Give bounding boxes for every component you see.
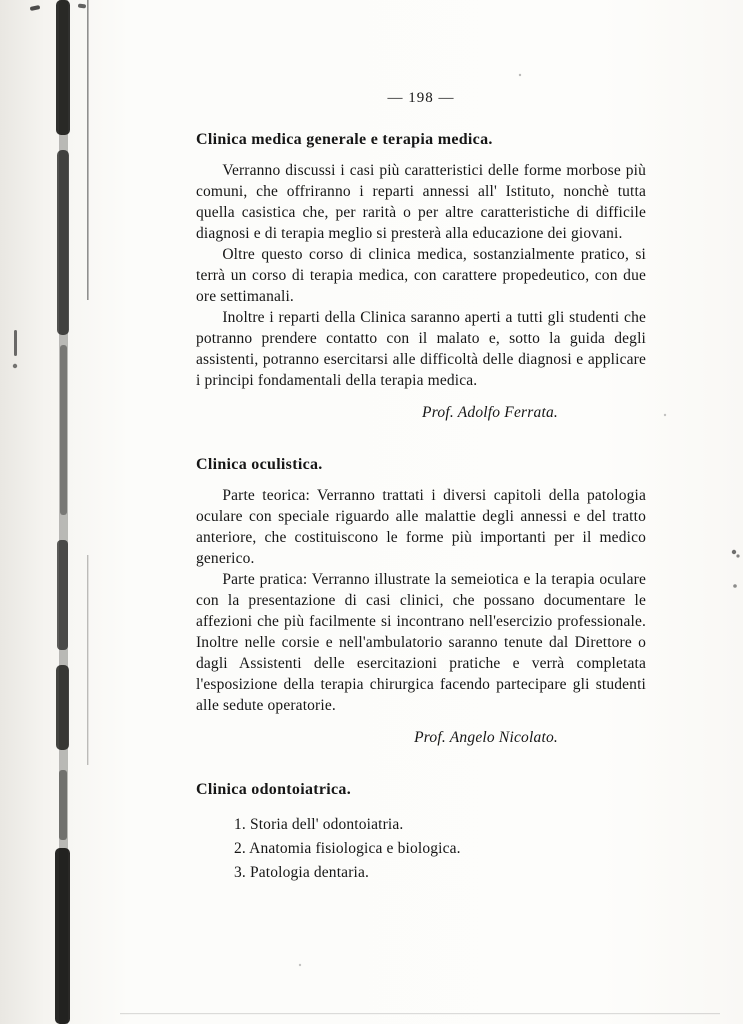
- paragraph: Parte pratica: Verranno illustrate la semeiotica e la terapia oculare con la presentazione di casi clinici, che possano documentare le affezioni che più facilmente si incontrano nell'esercizio professionale. Inoltre nelle corsie e nell'ambulatorio saranno tenute dal Direttore o dagli Assistenti delle esercitazioni pratiche e verrà completata l'esposizione della terapia chirurgica facendo partecipare gli studenti alle sedute operatorie.: [196, 571, 646, 714]
- page-number: — 198 —: [387, 90, 455, 106]
- paragraph: Parte teorica: Verranno trattati i diversi capitoli della patologia oculare con speciale riguardo alle malattie degli annessi e del tratto anteriore, che costituiscono le forme più importanti per il medico generico.: [196, 487, 646, 567]
- signature-adolfo-ferrata: Prof. Adolfo Ferrata.: [422, 404, 558, 421]
- section-clinica-odontoiatrica: [196, 781, 646, 885]
- section-heading-clinica-odontoiatrica: Clinica odontoiatrica.: [196, 781, 352, 798]
- paragraph: Verranno discussi i casi più caratteristici delle forme morbose più comuni, che offriranno i reparti annessi all' Istituto, nonchè tutta quella casistica che, per rarità o per altre caratteristiche di difficile diagnosi e di terapia meglio si presterà alla educazione dei giovani.: [196, 162, 646, 242]
- topic-list: [196, 813, 646, 885]
- list-item: 3. Patologia dentaria.: [234, 864, 370, 881]
- section-clinica-oculistica: [196, 456, 646, 747]
- section-heading-clinica-medica: Clinica medica generale e terapia medica.: [196, 131, 493, 148]
- list-item: 1. Storia dell' odontoiatria.: [234, 816, 404, 833]
- section-heading-clinica-oculistica: Clinica oculistica.: [196, 456, 323, 473]
- signature-angelo-nicolato: Prof. Angelo Nicolato.: [414, 729, 558, 746]
- page-content: [196, 90, 646, 885]
- paragraph: Oltre questo corso di clinica medica, sostanzialmente pratico, si terrà un corso di terapia medica, con carattere propedeutico, con due ore settimanali.: [196, 246, 646, 305]
- list-item: 2. Anatomia fisiologica e biologica.: [234, 840, 461, 857]
- paragraph: Inoltre i reparti della Clinica saranno aperti a tutti gli studenti che potranno prendere contatto con il malato e, sotto la guida degli assistenti, potranno esercitarsi alle difficoltà delle diagnosi e applicare i principi fondamentali della terapia medica.: [196, 309, 646, 389]
- section-clinica-medica: [196, 131, 646, 422]
